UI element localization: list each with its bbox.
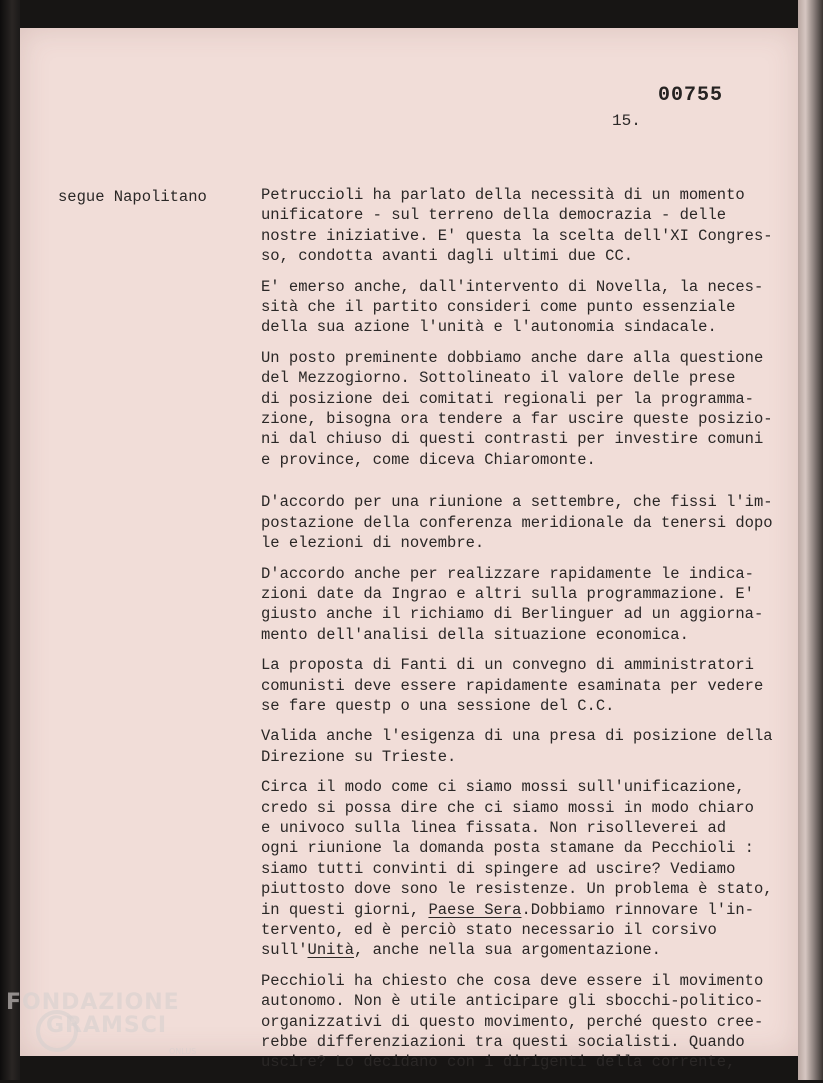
paragraph-p7 <box>261 726 791 767</box>
paragraph-text: E' emerso anche, dall'intervento di Novella, la neces- sità che il partito consideri come punto essenziale della sua azione l'unità e l'autonomia sindacale. <box>261 277 764 337</box>
document-number: 00755 <box>658 84 724 107</box>
paragraph-text: Circa il modo come ci siamo mossi sull'unificazione, credo si possa dire che ci siamo mossi in modo chiaro e univoco sulla linea fissata. Non risolleverei ad ogni riunione la domanda posta stamane da Pecchioli : siamo tutti convinti di spingere ad uscire? Vediamo piuttosto dove sono le resistenze. Un problema è stato, in questi giorni, <box>261 778 773 919</box>
paragraph-text: D'accordo anche per realizzare rapidamente le indica- zioni date da Ingrao e altri sulla programmazione. E' giusto anche il richiamo di Berlinguer ad un aggiorna- mento dell'analisi della situazione economica. <box>261 564 764 644</box>
paragraph-text: .Dobbiamo rinnovare l'in- tervento, ed è perciò stato necessario il corsivo sull' <box>261 900 754 960</box>
margin-speaker-label: segue Napolitano <box>58 188 207 206</box>
document-body <box>261 185 791 1083</box>
archive-watermark <box>6 990 197 1056</box>
paragraph-text: D'accordo per una riunione a settembre, che fissi l'im- postazione della conferenza meridionale da tenersi dopo le elezioni di novembre. <box>261 493 773 553</box>
page-number: 15. <box>612 112 641 130</box>
paragraph-text: La proposta di Fanti di un convegno di amministratori comunisti deve essere rapidamente esaminata per vedere se fare questp o una sessione del C.C. <box>261 656 764 715</box>
paragraph-p8 <box>261 777 791 961</box>
paragraph-text: Un posto preminente dobbiamo anche dare alla questione del Mezzogiorno. Sottolineato il valore delle prese di posizione dei comitati regionali per la programma- zione, bisogna ora tendere a far uscire queste posizio- ni dal chiuso di questi contrasti per investire comuni e province, come diceva Chiaromonte. <box>261 348 773 469</box>
watermark-ring-icon <box>36 1010 78 1052</box>
watermark-line-1: FONDAZIONE <box>6 990 180 1015</box>
paragraph-p5 <box>261 564 791 646</box>
watermark-line-3: ONLUS <box>169 1047 197 1056</box>
paragraph-p9 <box>261 971 791 1073</box>
paragraph-text: , anche nella sua argomentazione. <box>354 941 661 960</box>
scanner-left-edge <box>0 0 20 1080</box>
paragraph-p1 <box>261 185 791 267</box>
paragraph-p6 <box>261 655 791 716</box>
watermark-line-2: GRAMSCI <box>46 1013 168 1038</box>
paragraph-p3 <box>261 348 791 470</box>
underlined-title: Unità <box>307 941 355 960</box>
paragraph-text: Pecchioli ha chiesto che cosa deve essere il movimento autonomo. Non è utile anticipare gli sbocchi-politico- organizzativi di questo movimento, perché questo cree- rebbe differenziazioni tra questi socialisti. Quando uscire? Lo decidano con i dirigenti della corrente, <box>261 971 764 1072</box>
paragraph-text: Petruccioli ha parlato della necessità di un momento unificatore - sul terreno della democrazia - delle nostre iniziative. E' questa la scelta dell'XI Congres- so, condotta avanti dagli ultimi due CC. <box>261 186 773 266</box>
next-page-edge <box>798 0 823 1080</box>
paragraph-p2 <box>261 277 791 338</box>
paragraph-text: Valida anche l'esigenza di una presa di posizione della Direzione su Trieste. <box>261 727 773 766</box>
underlined-title: Paese Sera <box>428 900 522 919</box>
paragraph-p4 <box>261 492 791 553</box>
